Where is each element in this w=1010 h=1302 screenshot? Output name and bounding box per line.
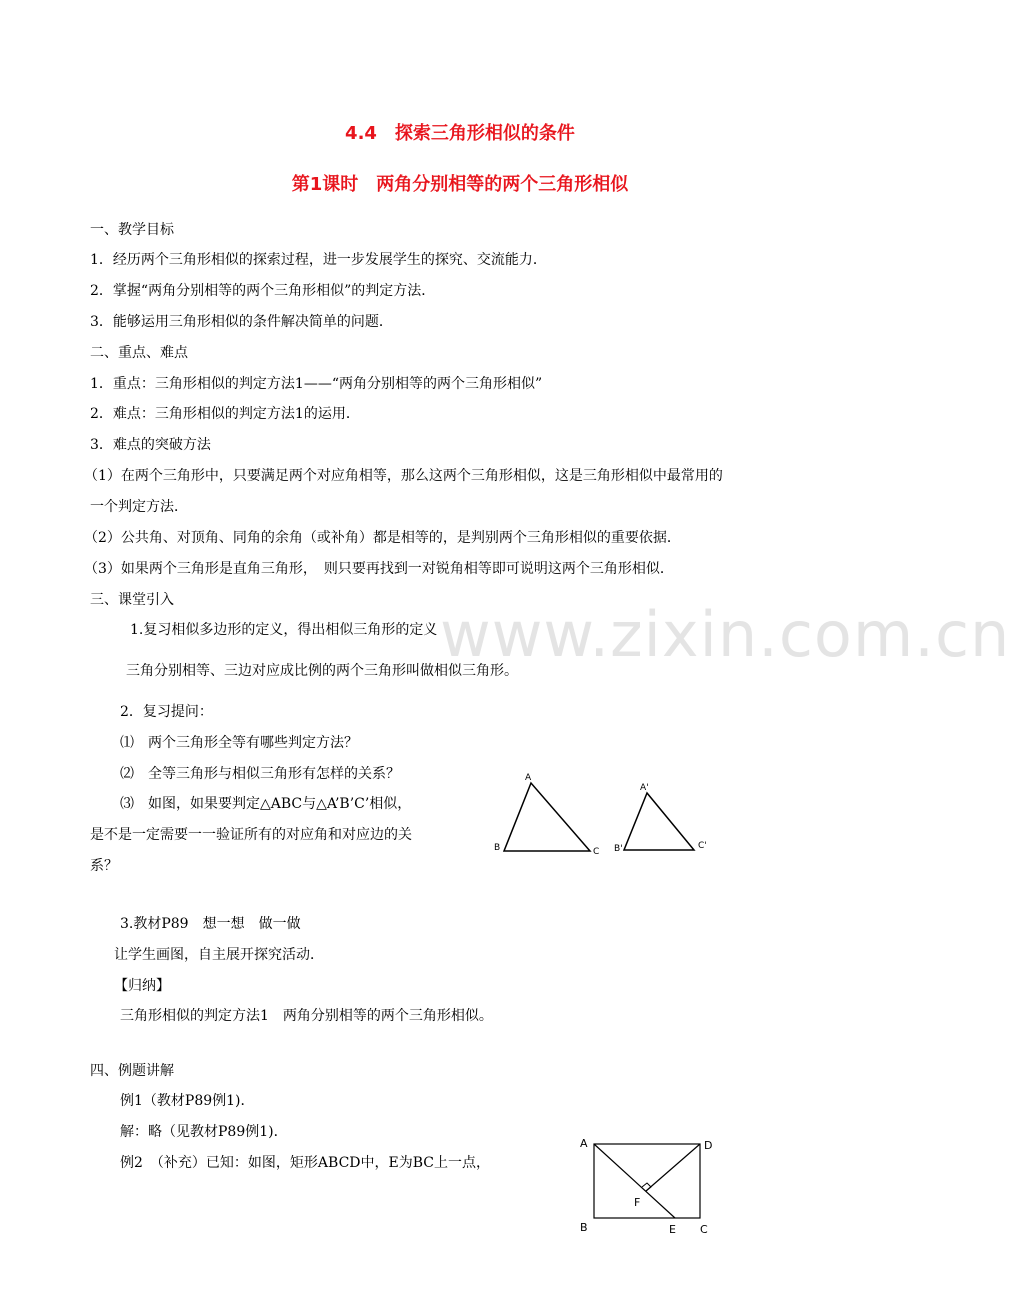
question-3-line-2: 是不是一定需要一一验证所有的对应角和对应边的关 — [90, 827, 412, 843]
triangle-a2b2c2 — [624, 793, 694, 850]
summary-label: 【归纳】 — [114, 978, 170, 994]
objective-3: 3．能够运用三角形相似的条件解决简单的问题． — [90, 314, 393, 330]
summary-text: 三角形相似的判定方法1 两角分别相等的两个三角形相似。 — [120, 1008, 493, 1024]
review-2: 2．复习提问： — [120, 704, 213, 720]
point-label-c: C — [700, 1223, 708, 1236]
difficult-point: 2．难点：三角形相似的判定方法1的运用． — [90, 406, 360, 422]
section-heading-objectives: 一、教学目标 — [90, 222, 174, 238]
similar-definition: 三角分别相等、三边对应成比例的两个三角形叫做相似三角形。 — [126, 663, 518, 679]
objective-1: 1．经历两个三角形相似的探索过程，进一步发展学生的探究、交流能力． — [90, 252, 547, 268]
segment-df — [646, 1144, 700, 1191]
question-3-line-1: ⑶ 如图，如果要判定△ABC与△A’B’C’相似， — [120, 796, 412, 812]
triangle-abc — [504, 783, 590, 851]
point-label-e: E — [669, 1223, 676, 1236]
page-title: 4.4 探索三角形相似的条件 — [345, 123, 575, 144]
vertex-label-a-prime: A' — [640, 783, 649, 793]
vertex-label-b-prime: B' — [614, 844, 623, 854]
similar-triangles-figure — [490, 770, 720, 860]
rectangle-abcd — [594, 1144, 700, 1218]
vertex-label-c-prime: C' — [698, 841, 707, 851]
textbook-activity: 3.教材P89 想一想 做一做 — [120, 916, 301, 932]
question-2: ⑵ 全等三角形与相似三角形有怎样的关系？ — [120, 766, 400, 782]
point-label-f: F — [634, 1196, 641, 1209]
method-1-line-1: （1）在两个三角形中，只要满足两个对应角相等，那么这两个三角形相似，这是三角形相似中最常用的 — [84, 468, 723, 484]
key-point: 1．重点：三角形相似的判定方法1——“两角分别相等的两个三角形相似” — [90, 376, 543, 392]
breakthrough-heading: 3．难点的突破方法 — [90, 437, 211, 453]
student-activity: 让学生画图，自主展开探究活动． — [114, 947, 324, 963]
objective-2: 2．掌握“两角分别相等的两个三角形相似”的判定方法． — [90, 283, 436, 299]
section-heading-examples: 四、例题讲解 — [90, 1063, 174, 1079]
example-2: 例2 （补充）已知：如图，矩形ABCD中，E为BC上一点， — [120, 1155, 490, 1171]
method-2: （2）公共角、对顶角、同角的余角（或补角）都是相等的，是判别两个三角形相似的重要依据． — [84, 530, 681, 546]
question-3-line-3: 系？ — [90, 858, 118, 874]
page-subtitle: 第1课时 两角分别相等的两个三角形相似 — [291, 174, 629, 195]
example-1-solution: 解：略（见教材P89例1)． — [120, 1124, 288, 1140]
rectangle-figure — [570, 1130, 720, 1240]
question-1: ⑴ 两个三角形全等有哪些判定方法？ — [120, 735, 358, 751]
watermark: www.zixin.com.cn — [440, 598, 1010, 671]
vertex-label-b: B — [494, 843, 501, 853]
section-heading-intro: 三、课堂引入 — [90, 592, 174, 608]
section-heading-keypoints: 二、重点、难点 — [90, 345, 188, 361]
point-label-d: D — [704, 1139, 713, 1152]
method-3: （3）如果两个三角形是直角三角形， 则只要再找到一对锐角相等即可说明这两个三角形相似． — [84, 561, 674, 577]
point-label-b: B — [580, 1221, 588, 1234]
point-label-a: A — [580, 1137, 588, 1150]
example-1: 例1（教材P89例1)． — [120, 1093, 255, 1109]
vertex-label-c: C — [593, 847, 600, 857]
review-1: 1.复习相似多边形的定义，得出相似三角形的定义 — [130, 622, 438, 638]
vertex-label-a: A — [525, 773, 532, 783]
method-1-line-2: 一个判定方法． — [90, 499, 188, 515]
